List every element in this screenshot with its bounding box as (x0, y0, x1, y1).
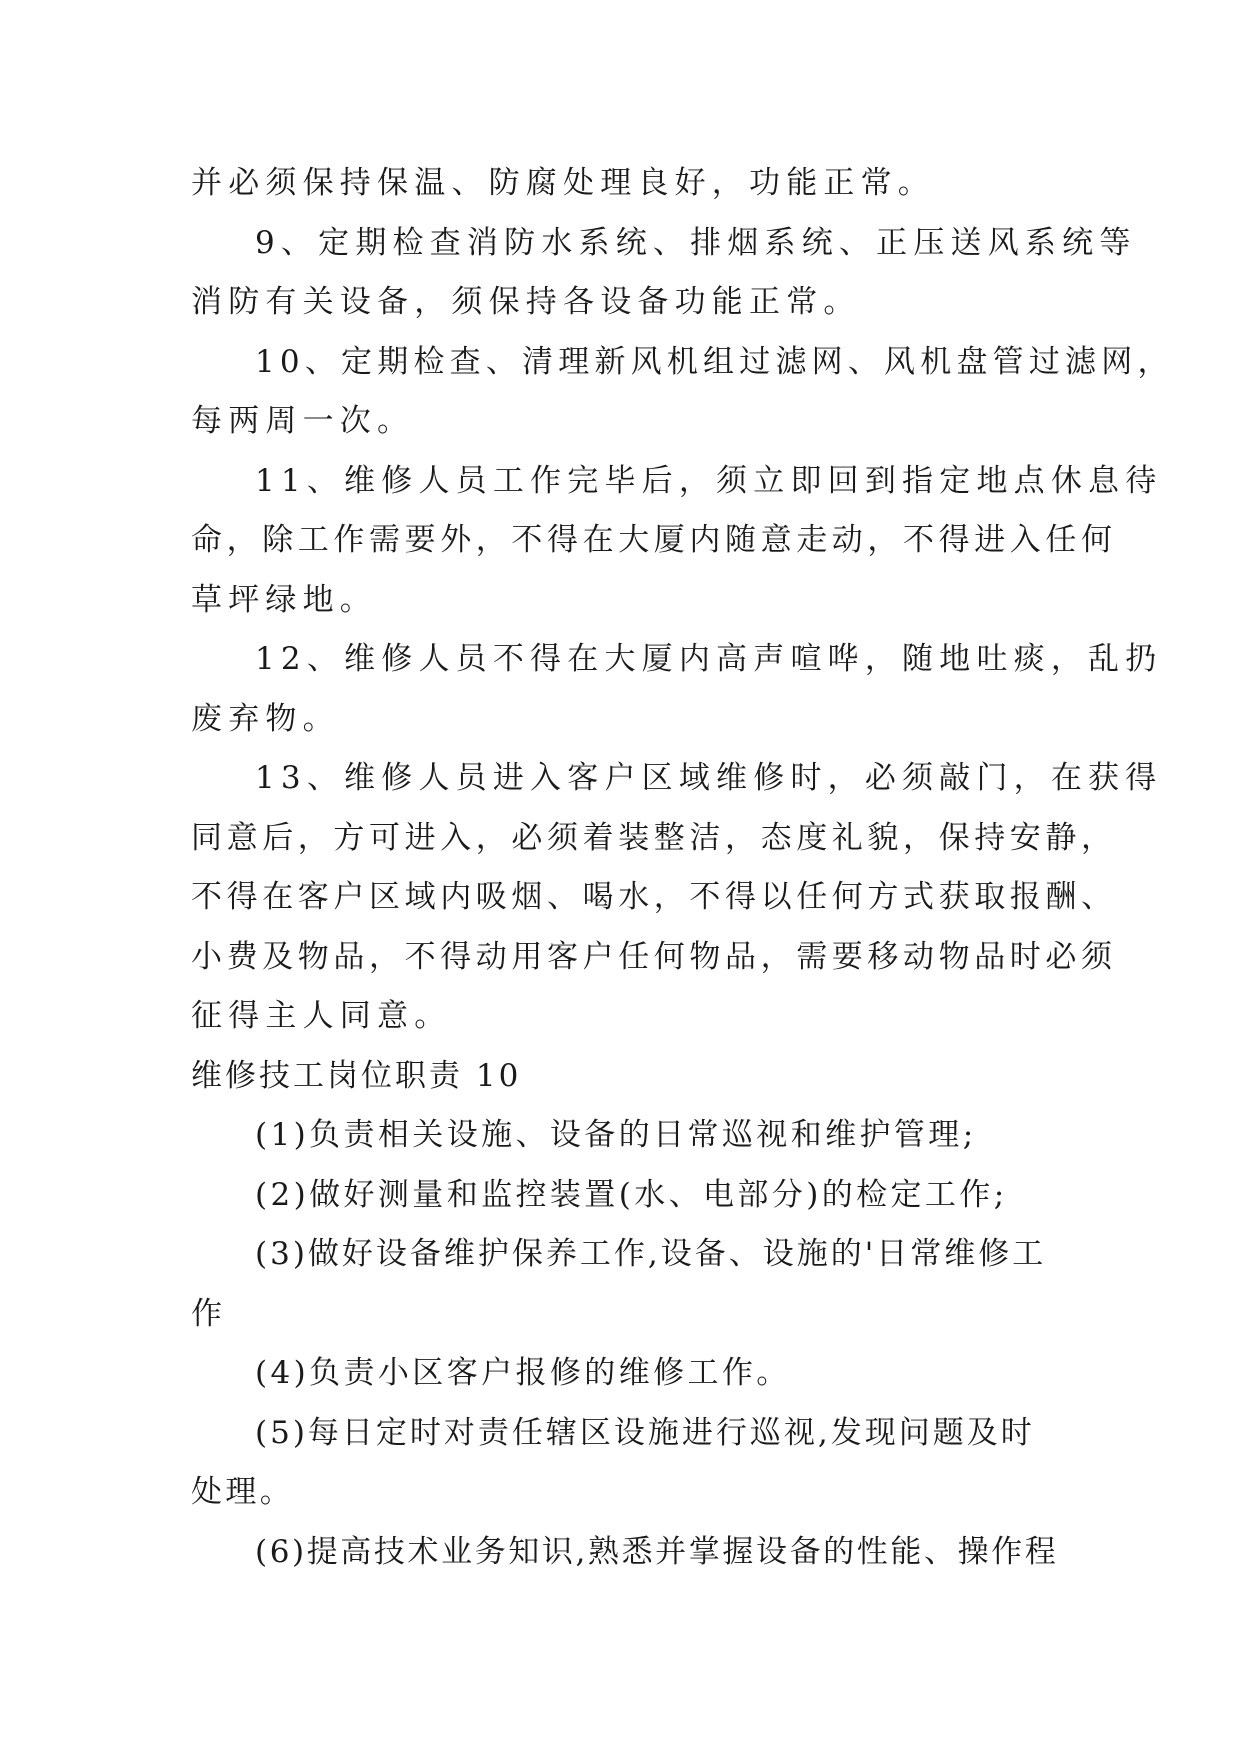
list-item-continuation: 处理。 (191, 1474, 295, 1510)
list-item: (4)负责小区客户报修的维修工作。 (255, 1355, 791, 1391)
list-item: (5)每日定时对责任辖区设施进行巡视,发现问题及时 (255, 1414, 1035, 1451)
paragraph-line: 11、维修人员工作完毕后，须立即回到指定地点休息待 (255, 462, 1163, 499)
list-item-continuation: 作 (191, 1295, 226, 1332)
paragraph-line: 9、定期检查消防水系统、排烟系统、正压送风系统等 (255, 224, 1137, 261)
paragraph-line: 每两周一次。 (191, 403, 415, 439)
section-heading: 维修技工岗位职责 10 (191, 1057, 522, 1094)
paragraph-line: 草坪绿地。 (191, 581, 377, 618)
paragraph-line: 命，除工作需要外，不得在大厦内随意走动，不得进入任何 (191, 522, 1117, 558)
paragraph-line: 废弃物。 (191, 700, 340, 737)
paragraph-line: 同意后，方可进入，必须着装整洁，态度礼貌，保持安静， (191, 819, 1117, 856)
paragraph-line: 10、定期检查、清理新风机组过滤网、风机盘管过滤网， (255, 343, 1174, 380)
paragraph-line: 小费及物品，不得动用客户任何物品，需要移动物品时必须 (191, 938, 1117, 975)
paragraph-line: 13、维修人员进入客户区域维修时，必须敲门，在获得 (255, 760, 1163, 796)
list-item: (3)做好设备维护保养工作,设备、设施的'日常维修工 (255, 1236, 1047, 1272)
list-item: (6)提高技术业务知识,熟悉并掌握设备的性能、操作程 (255, 1533, 1059, 1570)
paragraph-line: 征得主人同意。 (191, 998, 452, 1034)
paragraph-line: 不得在客户区域内吸烟、喝水，不得以任何方式获取报酬、 (191, 879, 1117, 915)
list-item: (2)做好测量和监控装置(水、电部分)的检定工作; (255, 1176, 1008, 1213)
document-body (191, 154, 1174, 1582)
list-item: (1)负责相关设施、设备的日常巡视和维护管理; (255, 1117, 977, 1153)
paragraph-line: 并必须保持保温、防腐处理良好，功能正常。 (191, 165, 935, 201)
paragraph-line: 12、维修人员不得在大厦内高声喧哗，随地吐痰，乱扔 (255, 641, 1163, 677)
paragraph-line: 消防有关设备，须保持各设备功能正常。 (191, 284, 861, 320)
